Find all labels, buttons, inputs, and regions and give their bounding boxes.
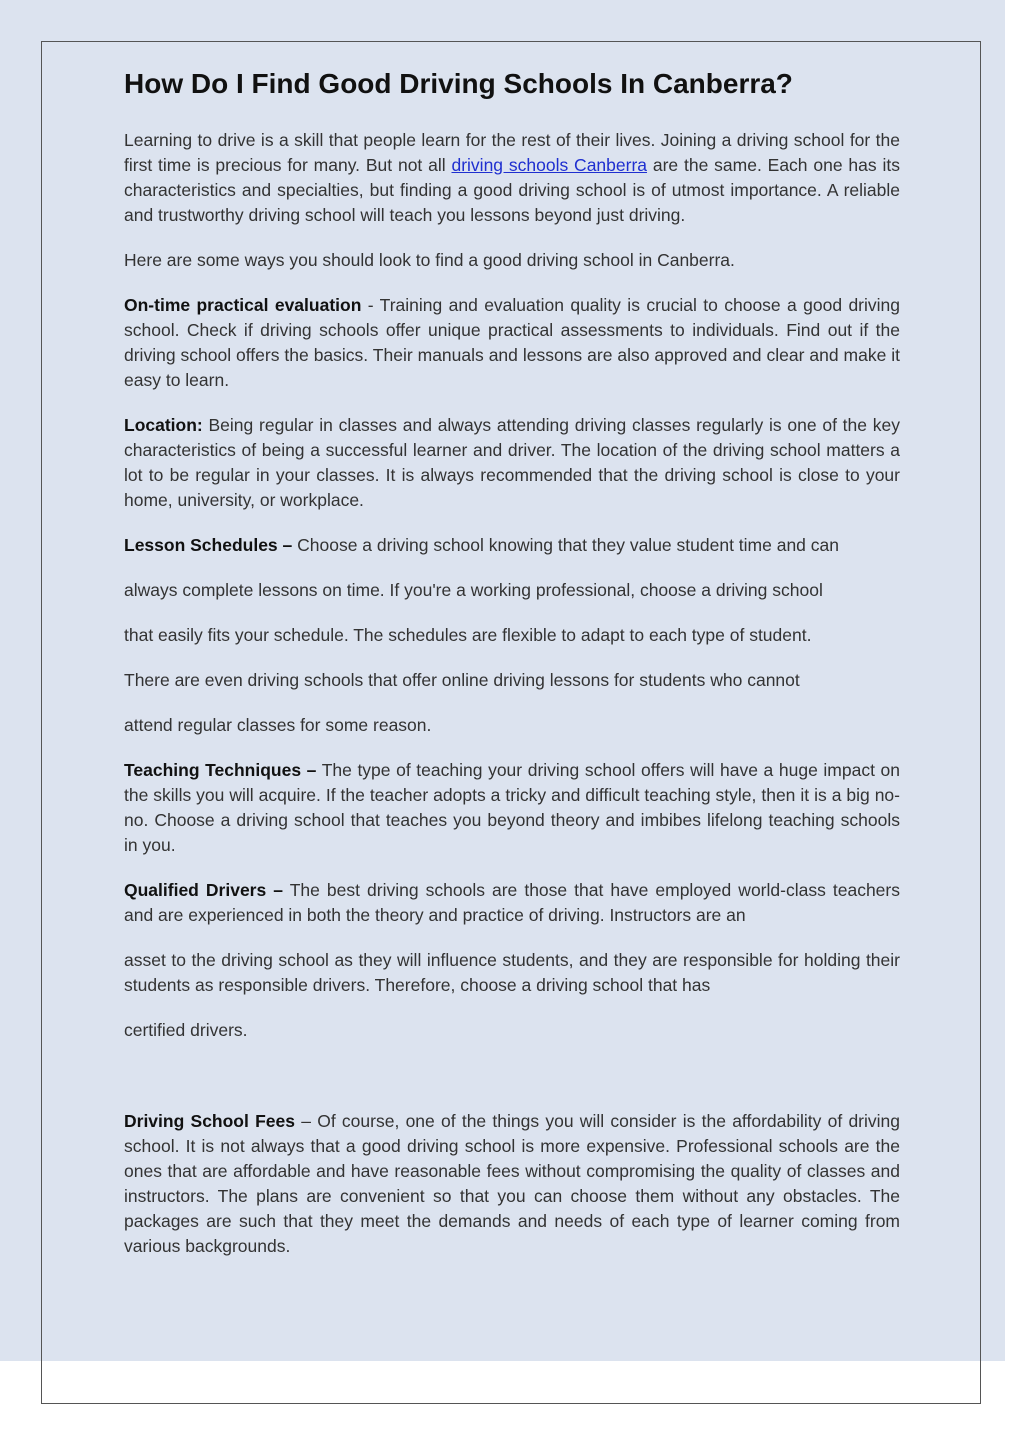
schedules-line-5: attend regular classes for some reason. (124, 715, 432, 735)
schedules-line-3: that easily fits your schedule. The schedules are flexible to adapt to each type of student. (124, 625, 812, 645)
techniques-text: The type of teaching your driving school offers will have a huge impact on the skills you will acquire. If the teacher adopts a tricky and difficult teaching style, then it is a big no-no. Choose a driving school that teaches you beyond theory and imbibes lifelong teaching schools in you. (124, 760, 901, 855)
blank-gap (124, 1063, 900, 1109)
fees-text: – Of course, one of the things you will consider is the affordability of driving school. It is not always that a good driving school is more expensive. Professional schools are the ones that are affordable and have reasonable fees without compromising the quality of classes and instructors. The plans are convenient so that you can choose them without any obstacles. The packages are such that they meet the demands and needs of each type of learner coming from various backgrounds. (124, 1111, 901, 1256)
intro-paragraph (124, 128, 900, 228)
evaluation-heading: On-time practical evaluation (124, 295, 362, 315)
techniques-heading: Teaching Techniques – (124, 760, 317, 780)
techniques-paragraph (124, 758, 900, 858)
document-title: How Do I Find Good Driving Schools In Canberra? (124, 68, 793, 99)
schedules-text-1: Choose a driving school knowing that they value student time and can (292, 535, 839, 555)
fees-paragraph (124, 1109, 900, 1259)
location-paragraph (124, 413, 900, 513)
location-heading: Location: (124, 415, 203, 435)
lead-in-paragraph: Here are some ways you should look to find a good driving school in Canberra. (124, 250, 735, 270)
evaluation-paragraph (124, 293, 900, 393)
fees-heading: Driving School Fees (124, 1111, 295, 1131)
drivers-heading: Qualified Drivers – (124, 880, 283, 900)
drivers-paragraph-1 (124, 878, 900, 928)
schedules-line-2: always complete lessons on time. If you're a working professional, choose a driving school (124, 580, 823, 600)
intro-text-after: are the same. Each one has its characteristics and specialties, but finding a good driving school is of utmost importance. A reliable and trustworthy driving school will teach you lessons beyond just driving. (124, 155, 900, 225)
document-body (124, 62, 900, 1279)
driving-schools-link[interactable]: driving schools Canberra (451, 155, 648, 175)
location-text: Being regular in classes and always attending driving classes regularly is one of the key characteristics of being a successful learner and driver. The location of the driving school matters a lot to be regular in your classes. It is always recommended that the driving school is close to your home, university, or workplace. (124, 415, 900, 510)
schedules-heading: Lesson Schedules – (124, 535, 293, 555)
schedules-line-4: There are even driving schools that offer online driving lessons for students who cannot (124, 670, 800, 690)
drivers-paragraph-2: asset to the driving school as they will influence students, and they are responsible for holding their students as responsible drivers. Therefore, choose a driving school that has (124, 950, 900, 995)
drivers-paragraph-3: certified drivers. (124, 1020, 248, 1040)
evaluation-text: - Training and evaluation quality is crucial to choose a good driving school. Check if driving schools offer unique practical assessments to individuals. Find out if the driving school offers the basics. Their manuals and lessons are also approved and clear and make it easy to learn. (124, 295, 900, 390)
drivers-text-1: The best driving schools are those that have employed world-class teachers and are experienced in both the theory and practice of driving. Instructors are an (124, 880, 900, 925)
schedules-line-1 (124, 533, 900, 558)
intro-text-before: Learning to drive is a skill that people learn for the rest of their lives. Joining a driving school for the first time is precious for many. But not all (124, 130, 900, 175)
